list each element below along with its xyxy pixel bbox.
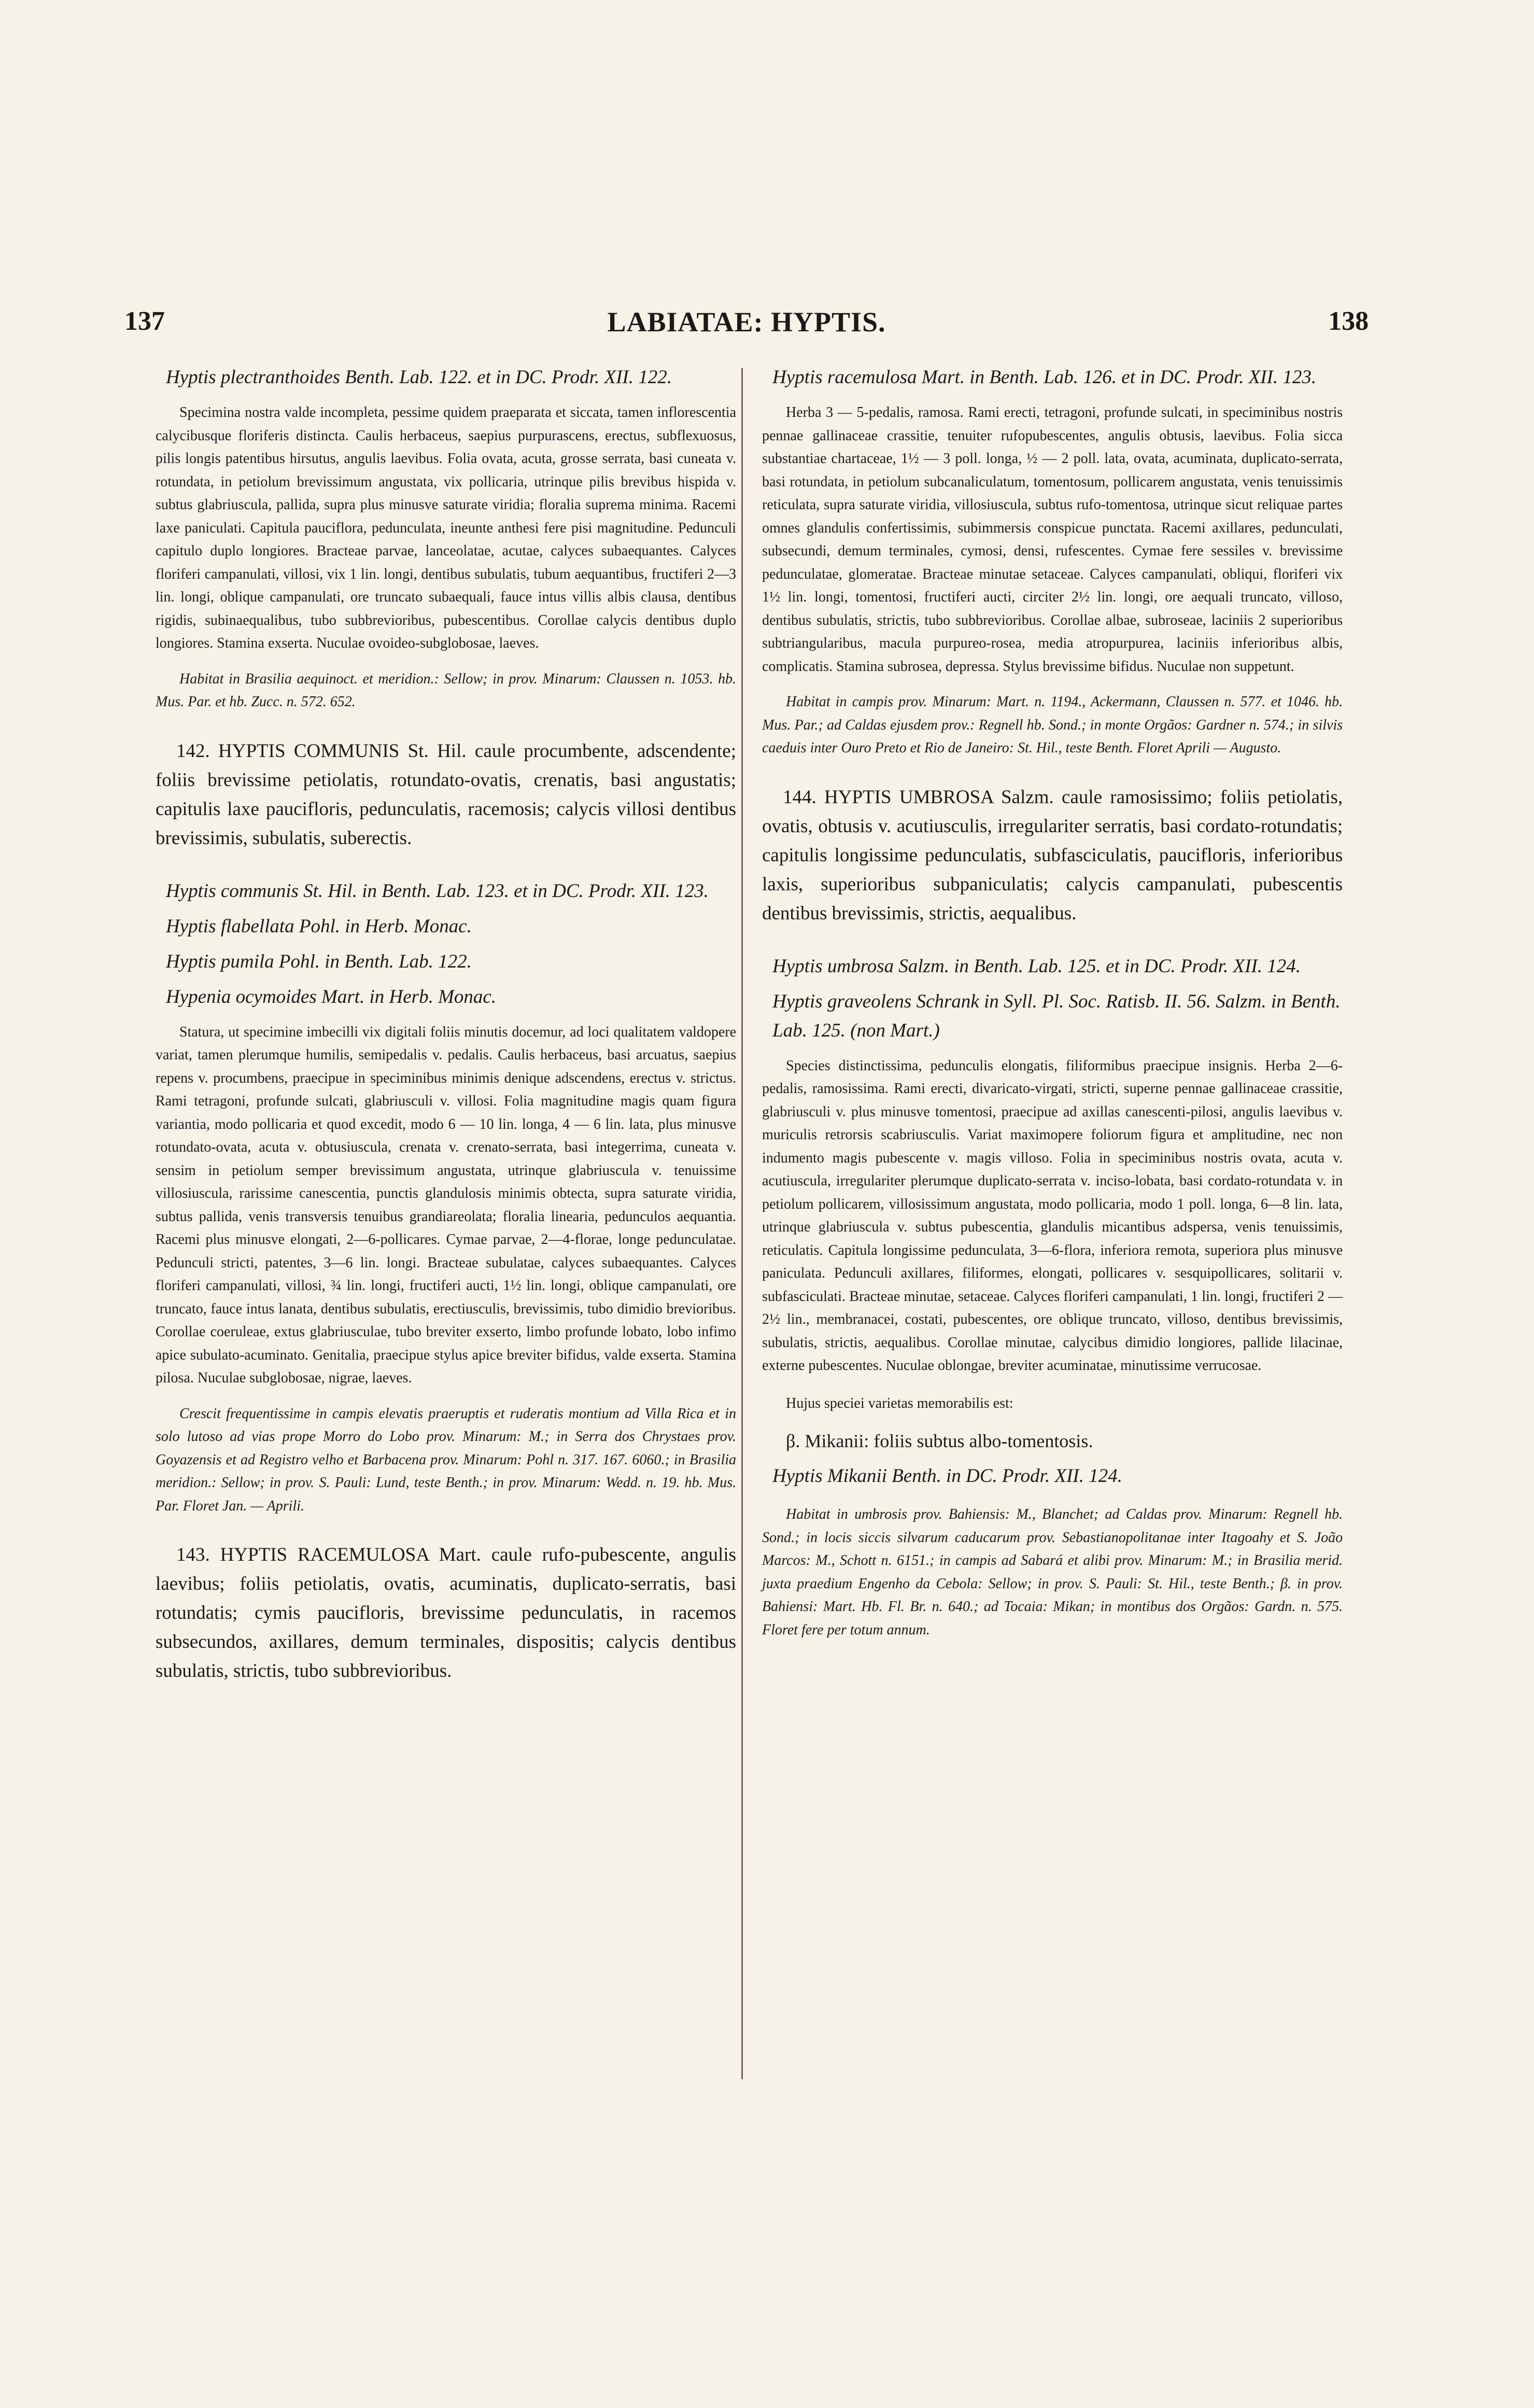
variety: β. Mikanii: foliis subtus albo-tomentosis. <box>786 1431 1093 1451</box>
right-column <box>762 363 1343 1662</box>
description: Herba 3 — 5-pedalis, ramosa. Rami erecti, tetragoni, profunde sulcati, in speciminibus nostris pennae gallinaceae crassitie, tenuiter rufopubescentes, angulis obtusis, laevibus. Folia sicca substantiae chartaceae, 1½ — 3 poll. longa, ½ — 2 poll. lata, ovata, acuminata, duplicato-serrata, basi rotundata, in petiolum subcanaliculatum, tomentosum, pollicarem angustata, venis tenuissimis reticulata, supra saturate viridia, villosiuscula, subtus rufo-tomentosa, utrinque sicut reliquae partes omnes glandulis confertissimis, subimmersis conspicue punctata. Racemi axillares, pedunculati, subsecundi, demum terminales, cymosi, densi, rufescentes. Cymae fere sessiles v. brevissime pedunculatae, glomeratae. Bracteae minutae setaceae. Calyces campanulati, obliqui, floriferi vix 1½ lin. longi, tomentosi, fructiferi aucti, circiter 2½ lin. longi, ore aequali truncato, villoso, dentibus subulatis, strictis, tubo subbrevioribus. Corollae albae, subroseae, laciniis 2 superioribus subtriangularibus, macula purpureo-rosea, media atropurpurea, laciniis inferioribus albis, complicatis. Stamina subrosea, depressa. Stylus brevissime bifidus. Nuculae non suppetunt. <box>762 404 1343 675</box>
page-number-right: 138 <box>1328 306 1369 336</box>
synonym: Hyptis umbrosa Salzm. in Benth. Lab. 125. et in DC. Prodr. XII. 124. <box>772 955 1301 977</box>
column-divider <box>741 368 743 2079</box>
synonym: Hyptis Mikanii Benth. in DC. Prodr. XII. 124. <box>772 1465 1122 1487</box>
left-column <box>156 363 736 1710</box>
description: Specimina nostra valde incompleta, pessime quidem praeparata et siccata, tamen inflorescentia calycibusque floriferis distincta. Caulis herbaceus, saepius purpurascens, erectus, subflexuosus, pilis longis patentibus hirsutus, angulis laevibus. Folia ovata, acuta, grosse serrata, basi cuneata v. rotundata, in petiolum brevissimum angustata, vix pollicaria, utrinque pilis brevibus hispida v. subtus glabriuscula, pallida, supra plus minusve saturate viridia; floralia suprema minima. Racemi laxe paniculati. Capitula pauciflora, pedunculata, ineunte anthesi fere pisi magnitudine. Pedunculi capitulo duplo longiores. Bracteae parvae, lanceolatae, acutae, calyces subaequantes. Calyces floriferi campanulati, villosi, vix 1 lin. longi, dentibus subulatis, tubum aequantibus, fructiferi 2—3 lin. longi, oblique campanulati, ore truncato subaequali, fauce intus villis albis clausa, dentibus rigidis, subinaequalibus, tubo subbrevioribus, pubescentibus. Corollae calycis dentibus duplo longiores. Stamina exserta. Nuculae ovoideo-subglobosae, laeves. <box>156 404 736 651</box>
species-diagnosis-143: 143. HYPTIS RACEMULOSA Mart. caule rufo-pubescente, angulis laevibus; foliis petiolatis, ovatis, acuminatis, duplicato-serratis, basi rotundatis; cymis paucifloris, brevissime pedunculatis, in racemos subsecundos, axillares, demum terminales, dispositis; calycis dentibus subulatis, strictis, tubo subbrevioribus. <box>156 1544 736 1682</box>
variety-note: Hujus speciei varietas memorabilis est: <box>786 1395 1014 1411</box>
page-number-left: 137 <box>124 306 165 336</box>
synonym: Hyptis pumila Pohl. in Benth. Lab. 122. <box>166 950 472 972</box>
synonym: Hyptis communis St. Hil. in Benth. Lab. 123. et in DC. Prodr. XII. 123. <box>166 880 709 902</box>
synonym: Hyptis flabellata Pohl. in Herb. Monac. <box>166 915 472 937</box>
page-header <box>124 306 1369 347</box>
synonym: Hyptis graveolens Schrank in Syll. Pl. Soc. Ratisb. II. 56. Salzm. in Benth. Lab. 125. (non Mart.) <box>772 990 1341 1041</box>
habitat: Crescit frequentissime in campis elevatis praeruptis et ruderatis montium ad Villa Rica et in solo lutoso ad vias prope Morro do Lobo prov. Minarum: M.; in Serra dos Chrystaes prov. Goyazensis et ad Registro velho et Barbacena prov. Minarum: Pohl n. 317. 167. 6060.; in Brasilia meridion.: Sellow; in prov. S. Pauli: Lund, teste Benth.; in prov. Minarum: Wedd. n. 19. hb. Mus. Par. Floret Jan. — Aprili. <box>156 1405 736 1514</box>
synonym: Hyptis racemulosa Mart. in Benth. Lab. 126. et in DC. Prodr. XII. 123. <box>772 367 1316 388</box>
running-title: LABIATAE: HYPTIS. <box>607 306 886 338</box>
species-diagnosis-142: 142. HYPTIS COMMUNIS St. Hil. caule procumbente, adscendente; foliis brevissime petiolatis, rotundato-ovatis, crenatis, basi angustatis; capitulis laxe paucifloris, pedunculatis, racemosis; calycis villosi dentibus brevissimis, subulatis, suberectis. <box>156 740 736 849</box>
synonym: Hyptis plectranthoides Benth. Lab. 122. et in DC. Prodr. XII. 122. <box>166 367 672 388</box>
description: Species distinctissima, pedunculis elongatis, filiformibus praecipue insignis. Herba 2—6-pedalis, ramosissima. Rami erecti, divaricato-virgati, stricti, superne pennae gallinaceae crassitie, glabriusculi v. plus minusve tomentosi, praecipue ad axillas canescenti-pilosi, angulis laevibus v. muriculis retrorsis scabriusculis. Variat maximopere foliorum figura et amplitudine, nec non indumento magis pubescente v. magis villoso. Folia in speciminibus nostris ovata, acuta v. acutiuscula, irregulariter plerumque duplicato-serrata v. inciso-lobata, basi cordato-rotundata v. in petiolum pollicarem, villosissimum angustata, modo pollicaria, modo 1 poll. longa, 6—8 lin. lata, utrinque glabriuscula v. subtus pubescentia, glandulis micantibus adspersa, venis tenuissimis, reticulatis. Capitula longissime pedunculata, 3—6-flora, inferiora remota, superiora plus minusve paniculata. Pedunculi axillares, filiformes, elongati, pollicares v. sesquipollicares, solitarii v. subfasciculati. Bracteae minutae, setaceae. Calyces floriferi campanulati, 1 lin. longi, fructiferi 2 — 2½ lin., membranacei, costati, pubescentes, ore oblique truncato, villoso, dentibus brevissimis, subulatis, strictis, aequalibus. Corollae minutae, calycibus dimidio longiores, pallide lilacinae, externe pubescentes. Nuculae oblongae, breviter acuminatae, minutissime verrucosae. <box>762 1057 1343 1374</box>
habitat: Habitat in umbrosis prov. Bahiensis: M., Blanchet; ad Caldas prov. Minarum: Regnell hb. Sond.; in locis siccis silvarum caducarum prov. Sebastianopolitanae inter Itagoahy et S. João Marcos: M., Schott n. 6151.; in campis ad Sabará et alibi prov. Minarum: M.; in Brasilia merid. juxta praedium Engenho da Cebola: Sellow; in prov. S. Pauli: St. Hil., teste Benth.; β. in prov. Bahiensi: Mart. Hb. Fl. Br. n. 640.; ad Tocaia: Mikan; in montibus dos Orgãos: Gardn. n. 575. Floret fere per totum annum. <box>762 1506 1343 1638</box>
habitat: Habitat in Brasilia aequinoct. et meridion.: Sellow; in prov. Minarum: Claussen n. 1053. hb. Mus. Par. et hb. Zucc. n. 572. 652. <box>156 670 736 710</box>
species-diagnosis-144: 144. HYPTIS UMBROSA Salzm. caule ramosissimo; foliis petiolatis, ovatis, obtusis v. acutiusculis, irregulariter serratis, basi cordato-rotundatis; capitulis longissime pedunculatis, subfasciculatis, paucifloris, inferioribus laxis, superioribus subpaniculatis; calycis campanulati, pubescentis dentibus brevissimis, strictis, aequalibus. <box>762 786 1343 924</box>
habitat: Habitat in campis prov. Minarum: Mart. n. 1194., Ackermann, Claussen n. 577. et 1046. hb. Mus. Par.; ad Caldas ejusdem prov.: Regnell hb. Sond.; in monte Orgãos: Gardner n. 574.; in silvis caeduis inter Ouro Preto et Rio de Janeiro: St. Hil., teste Benth. Floret Aprili — Augusto. <box>762 694 1343 756</box>
synonym: Hypenia ocymoides Mart. in Herb. Monac. <box>166 986 497 1007</box>
description: Statura, ut specimine imbecilli vix digitali foliis minutis docemur, ad loci qualitatem valdopere variat, tamen plerumque humilis, semipedalis v. pedalis. Caulis herbaceus, basi arcuatus, saepius repens v. procumbens, praecipue in speciminibus minimis denique adscendens, erectus v. strictus. Rami tetragoni, profunde sulcati, glabriusculi v. villosi. Folia magnitudine magis quam figura variantia, modo pollicaria et quod excedit, modo 6 — 10 lin. longa, 4 — 6 lin. lata, plus minusve rotundato-ovata, acuta v. obtusiuscula, crenata v. crenato-serrata, basi integerrima, cuneata v. sensim in petiolum semper brevissimum angustata, utrinque glabriuscula v. tenuissime villosiuscula, rarissime canescentia, punctis glandulosis minimis obtecta, supra saturate viridia, subtus pallida, venis transversis tenuibus grandiareolata; floralia linearia, pedunculos aequantia. Racemi plus minusve elongati, 2—6-pollicares. Cymae parvae, 2—4-florae, longe pedunculatae. Pedunculi stricti, patentes, 3—6 lin. longi. Bracteae subulatae, calyces subaequantes. Calyces floriferi campanulati, villosi, ¾ lin. longi, fructiferi aucti, 1½ lin. longi, oblique campanulati, ore truncato, fauce intus lanata, dentibus subulatis, erectiusculis, brevissimis, tubo dimidio brevioribus. Corollae coeruleae, extus glabriusculae, tubo breviter exserto, limbo profunde lobato, lobo infimo apice subulato-acuminato. Genitalia, praecipue stylus apice breviter bifidus, valde exserta. Stamina pilosa. Nuculae subglobosae, nigrae, laeves. <box>156 1024 736 1386</box>
